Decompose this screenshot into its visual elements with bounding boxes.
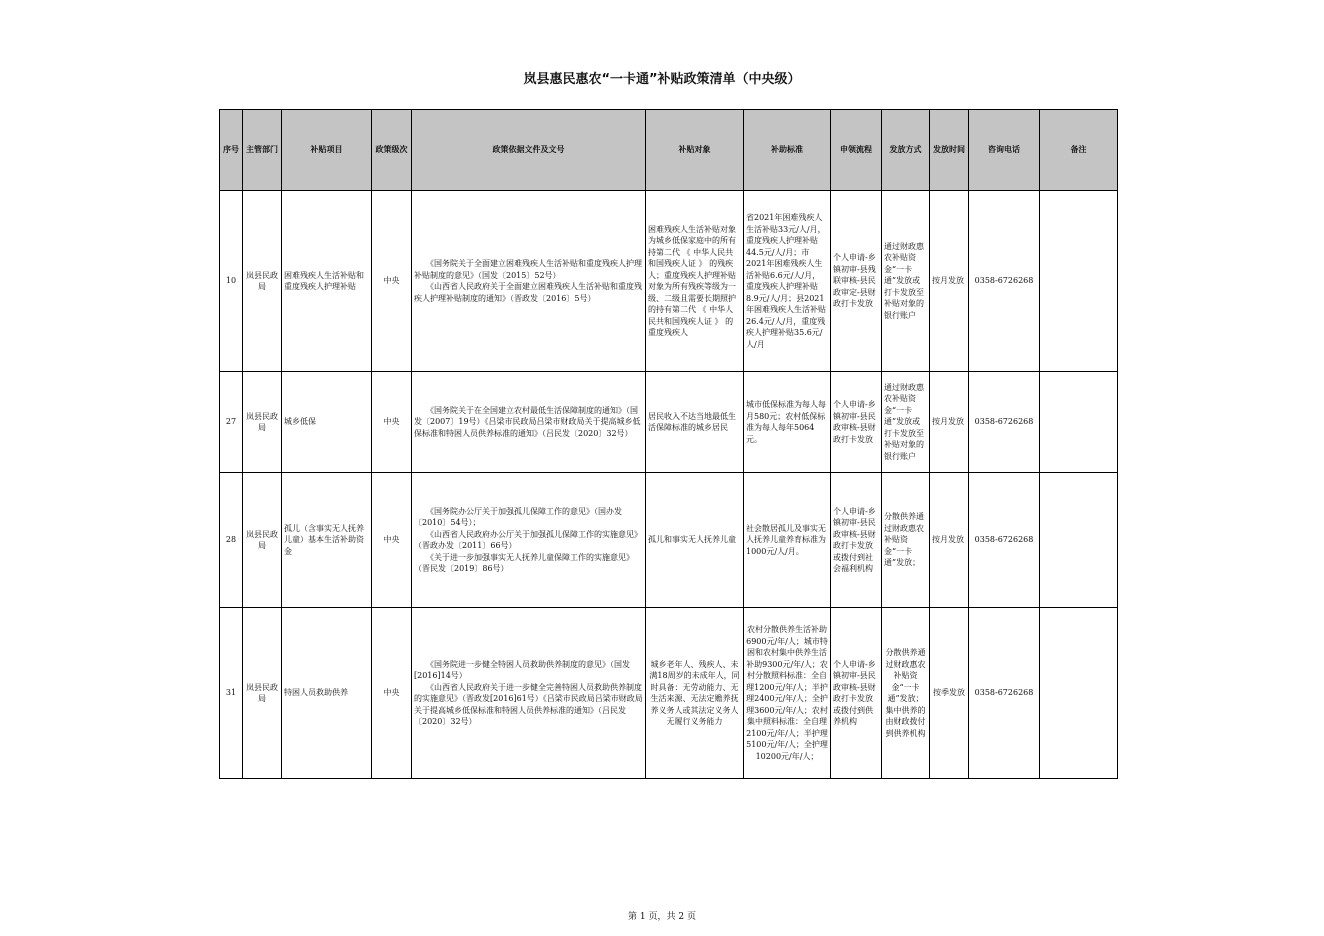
header-dept: 主管部门 (243, 110, 282, 191)
header-level: 政策级次 (372, 110, 412, 191)
cell-remark (1040, 191, 1118, 372)
basis-line: 《山西省人民政府办公厅关于加强孤儿保障工作的实施意见》（晋政办发〔2011〕66号） (414, 529, 642, 550)
cell-target: 孤儿和事实无人抚养儿童 (646, 473, 744, 608)
table-row (220, 191, 1118, 372)
cell-level: 中央 (372, 608, 412, 779)
cell-dept: 岚县民政局 (243, 372, 282, 473)
header-process: 申领流程 (831, 110, 882, 191)
cell-basis (412, 473, 646, 608)
cell-time: 按季发放 (930, 608, 969, 779)
cell-remark (1040, 372, 1118, 473)
header-basis: 政策依据文件及文号 (412, 110, 646, 191)
cell-phone: 0358-6726268 (969, 473, 1040, 608)
cell-seq: 28 (220, 473, 243, 608)
cell-remark (1040, 473, 1118, 608)
table-header-row (220, 110, 1118, 191)
cell-phone: 0358-6726268 (969, 608, 1040, 779)
cell-basis (412, 608, 646, 779)
cell-method: 分散供养通过财政惠农补贴资金“一卡通”发放； (882, 473, 930, 608)
cell-process: 个人申请-乡镇初审-县民政审核-县财政打卡发放或拨付到社会福利机构 (831, 473, 882, 608)
cell-method: 分散供养通过财政惠农补贴资金“一卡通”发放；集中供养的由财政拨付到供养机构 (882, 608, 930, 779)
cell-seq: 27 (220, 372, 243, 473)
cell-level: 中央 (372, 191, 412, 372)
cell-target: 居民收入不达当地最低生活保障标准的城乡居民 (646, 372, 744, 473)
basis-line: 《国务院进一步健全特困人员救助供养制度的意见》（国发[2016]14号） (414, 659, 630, 680)
cell-dept: 岚县民政局 (243, 608, 282, 779)
cell-standard: 社会散居孤儿及事实无人抚养儿童养育标准为1000元/人/月。 (744, 473, 831, 608)
cell-level: 中央 (372, 473, 412, 608)
cell-dept: 岚县民政局 (243, 191, 282, 372)
header-standard: 补助标准 (744, 110, 831, 191)
cell-time: 按月发放 (930, 473, 969, 608)
cell-standard: 城市低保标准为每人每月580元；农村低保标准为每人每年5064元。 (744, 372, 831, 473)
cell-project: 困难残疾人生活补贴和重度残疾人护理补贴 (282, 191, 372, 372)
header-remark: 备注 (1040, 110, 1118, 191)
cell-phone: 0358-6726268 (969, 191, 1040, 372)
header-method: 发放方式 (882, 110, 930, 191)
document-title: 岚县惠民惠农“一卡通”补贴政策清单（中央级） (523, 72, 801, 87)
header-project: 补贴项目 (282, 110, 372, 191)
page-footer: 第 1 页，共 2 页 (628, 912, 696, 922)
header-phone: 咨询电话 (969, 110, 1040, 191)
table-row (220, 473, 1118, 608)
policy-table (219, 109, 1118, 779)
cell-basis (412, 191, 646, 372)
cell-level: 中央 (372, 372, 412, 473)
cell-process: 个人申请-乡镇初审-县残联审核-县民政审定-县财政打卡发放 (831, 191, 882, 372)
basis-line: 《国务院办公厅关于加强孤儿保障工作的意见》（国办发〔2010〕54号）； (414, 506, 622, 527)
cell-seq: 10 (220, 191, 243, 372)
table-row (220, 608, 1118, 779)
cell-process: 个人申请-乡镇初审-县民政审核-县财政打卡发放 (831, 372, 882, 473)
cell-target: 困难残疾人生活补贴对象为城乡低保家庭中的所有持第二代 《 中华人民共和国残疾人证 》 的残疾人；重度残疾人护理补贴对象为所有残疾等级为一级、二级且需要长期照护的持有第二代 《 中华人民共和国残疾人证 》 的重度残疾人 (646, 191, 744, 372)
cell-method: 通过财政惠农补贴资金“一卡通”发放或打卡发放至补贴对象的银行账户 (882, 191, 930, 372)
header-time: 发放时间 (930, 110, 969, 191)
cell-project: 特困人员救助供养 (282, 608, 372, 779)
header-target: 补贴对象 (646, 110, 744, 191)
cell-project: 孤儿（含事实无人抚养儿童）基本生活补助资金 (282, 473, 372, 608)
cell-standard: 农村分散供养生活补助6900元/年/人；城市特困和农村集中供养生活补助9300元/年/人；农村分散照料标准：全自理1200元/年/人；半护理2400元/年/人；全护理3600元/年/人；农村集中照料标准：全自理2100元/年/人；半护理5100元/年/人；全护理10200元/年/人； (744, 608, 831, 779)
basis-line: 《山西省人民政府关于全面建立困难残疾人生活补贴和重度残疾人护理补贴制度的通知》（晋政发〔2016〕5号） (414, 282, 642, 303)
header-seq: 序号 (220, 110, 243, 191)
cell-target: 城乡老年人、残疾人、未满18周岁的未成年人，同时具备：无劳动能力、无生活来源、无法定赡养抚养义务人或其法定义务人无履行义务能力 (646, 608, 744, 779)
cell-standard: 省2021年困难残疾人生活补贴33元/人/月，重度残疾人护理补贴44.5元/人/月；市2021年困难残疾人生活补贴6.6元/人/月，重度残疾人护理补贴8.9元/人/月；县2021年困难残疾人生活补贴26.4元/人/月，重度残疾人护理补贴35.6元/人/月 (744, 191, 831, 372)
basis-line: 《关于进一步加强事实无人抚养儿童保障工作的实施意见》（晋民发〔2019〕86号） (414, 552, 634, 573)
cell-dept: 岚县民政局 (243, 473, 282, 608)
cell-basis (412, 372, 646, 473)
cell-time: 按月发放 (930, 372, 969, 473)
cell-seq: 31 (220, 608, 243, 779)
cell-project: 城乡低保 (282, 372, 372, 473)
cell-method: 通过财政惠农补贴资金“一卡通”发放或打卡发放至补贴对象的银行账户 (882, 372, 930, 473)
cell-time: 按月发放 (930, 191, 969, 372)
table-row (220, 372, 1118, 473)
basis-line: 《国务院关于在全国建立农村最低生活保障制度的通知》（国发〔2007〕19号）《吕梁市民政局吕梁市财政局关于提高城乡低保标准和特困人员供养标准的通知》（吕民发〔2020〕32号） (414, 405, 641, 438)
basis-line: 《国务院关于全面建立困难残疾人生活补贴和重度残疾人护理补贴制度的意见》（国发〔2015〕52号） (414, 259, 642, 280)
cell-phone: 0358-6726268 (969, 372, 1040, 473)
basis-line: 《山西省人民政府关于进一步健全完善特困人员救助供养制度的实施意见》（晋政发[2016]61号）《吕梁市民政局吕梁市财政局关于提高城乡低保标准和特困人员供养标准的通知》（吕民发〔2020〕32号） (414, 682, 643, 726)
cell-process: 个人申请-乡镇初审-县民政审核-县财政打卡发放或拨付到供养机构 (831, 608, 882, 779)
cell-remark (1040, 608, 1118, 779)
